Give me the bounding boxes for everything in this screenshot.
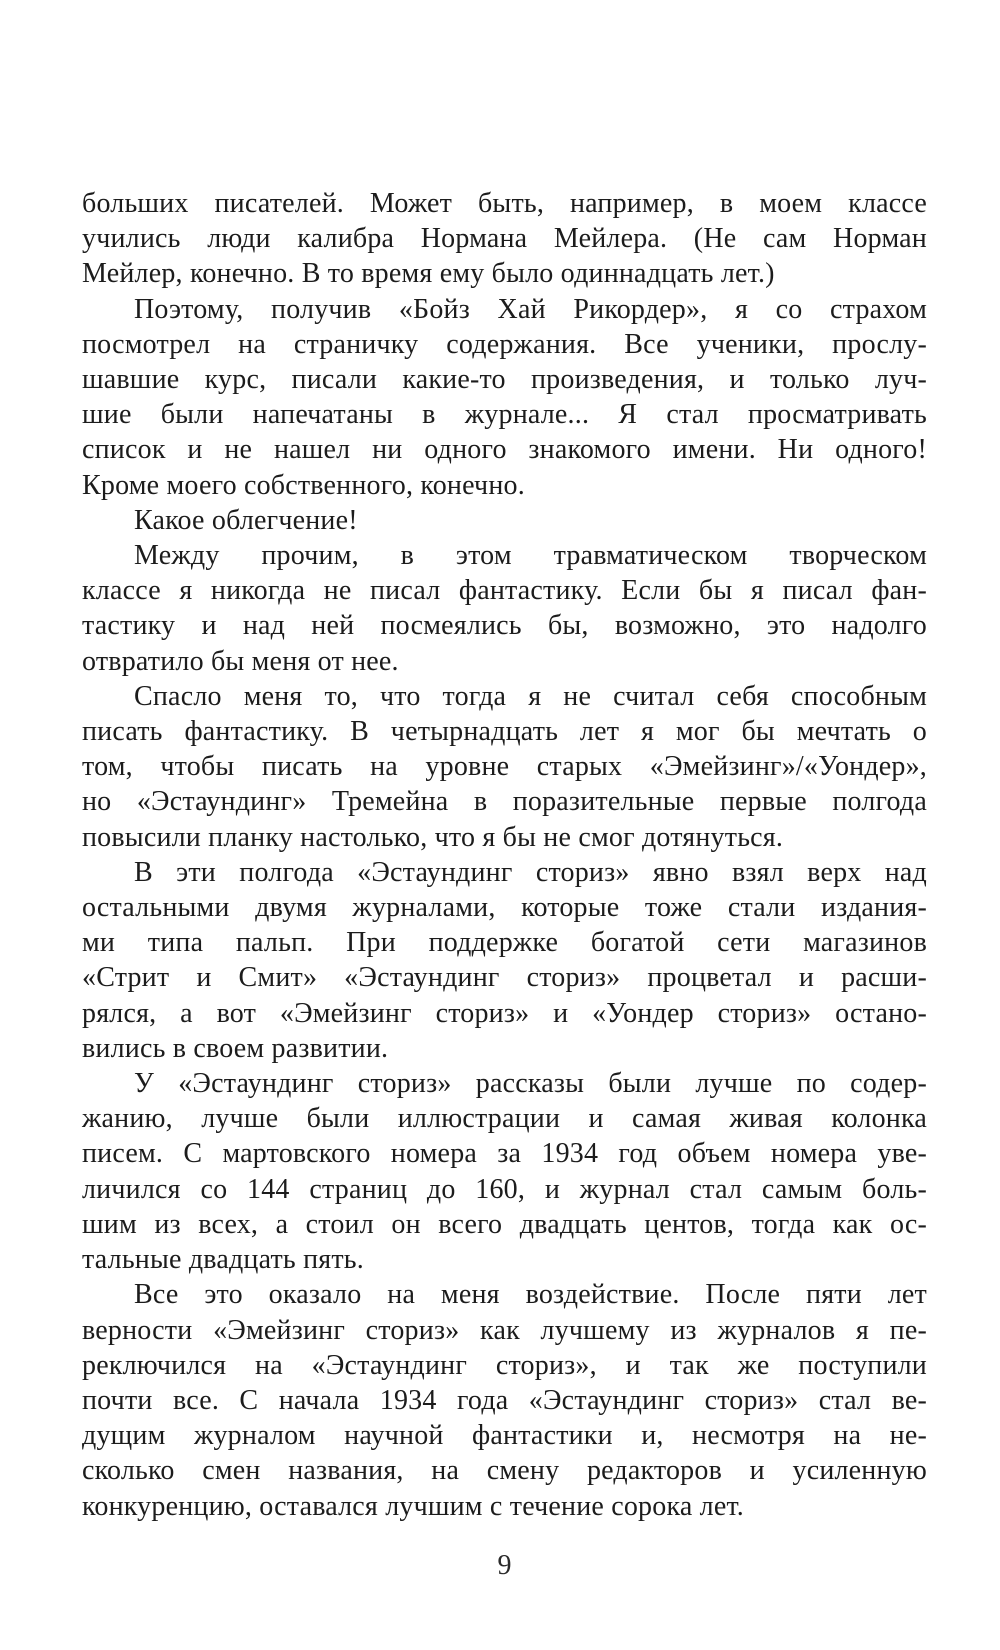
text-line: писать фантастику. В четырнадцать лет я мог бы мечтать о bbox=[82, 716, 927, 748]
text-line: Поэтому, получив «Бойз Хай Рикордер», я со страхом bbox=[134, 293, 927, 325]
text-line: остальными двумя журналами, которые тоже стали издания- bbox=[82, 892, 927, 924]
text-line: Кроме моего собственного, конечно. bbox=[82, 469, 525, 501]
text-line: В эти полгода «Эстаундинг сториз» явно взял верх над bbox=[134, 856, 927, 888]
text-line: «Стрит и Смит» «Эстаундинг сториз» процветал и расши- bbox=[82, 962, 927, 994]
text-line: тальные двадцать пять. bbox=[82, 1244, 364, 1276]
text-line: личился со 144 страниц до 160, и журнал стал самым боль- bbox=[82, 1173, 927, 1205]
text-line: писем. С мартовского номера за 1934 год объем номера уве- bbox=[82, 1138, 927, 1170]
text-line: рялся, а вот «Эмейзинг сториз» и «Уондер сториз» остано- bbox=[82, 997, 927, 1029]
paragraph bbox=[82, 503, 927, 538]
text-line: конкуренцию, оставался лучшим с течение сорока лет. bbox=[82, 1490, 744, 1522]
text-line: классе я никогда не писал фантастику. Если бы я писал фан- bbox=[82, 575, 927, 607]
text-line: Все это оказало на меня воздействие. После пяти лет bbox=[134, 1279, 927, 1311]
text-line: Спасло меня то, что тогда я не считал себя способным bbox=[134, 680, 927, 712]
text-line: верности «Эмейзинг сториз» как лучшему из журналов я пе- bbox=[82, 1314, 927, 1346]
text-line: том, чтобы писать на уровне старых «Эмейзинг»/«Уондер», bbox=[82, 751, 927, 783]
text-line: вились в своем развитии. bbox=[82, 1032, 389, 1064]
paragraph bbox=[82, 1277, 927, 1523]
text-line: повысили планку настолько, что я бы не смог дотянуться. bbox=[82, 821, 784, 853]
text-line: шие были напечатаны в журнале... Я стал просматривать bbox=[82, 399, 927, 431]
text-line: У «Эстаундинг сториз» рассказы были лучше по содер- bbox=[134, 1068, 927, 1100]
paragraph bbox=[82, 855, 927, 1066]
body-text bbox=[82, 186, 927, 1524]
paragraph bbox=[82, 292, 927, 503]
text-line: Какое облегчение! bbox=[134, 504, 358, 536]
text-line: дущим журналом научной фантастики и, несмотря на не- bbox=[82, 1420, 927, 1452]
text-line: шим из всех, а стоил он всего двадцать центов, тогда как ос- bbox=[82, 1208, 927, 1240]
text-line: почти все. С начала 1934 года «Эстаундинг сториз» стал ве- bbox=[82, 1384, 927, 1416]
text-line: Мейлер, конечно. В то время ему было одиннадцать лет.) bbox=[82, 258, 775, 290]
text-line: посмотрел на страничку содержания. Все ученики, прослу- bbox=[82, 328, 927, 360]
text-line: отвратило бы меня от нее. bbox=[82, 645, 399, 677]
text-line: но «Эстаундинг» Тремейна в поразительные первые полгода bbox=[82, 786, 927, 818]
text-line: Между прочим, в этом травматическом творческом bbox=[134, 540, 927, 572]
text-line: список и не нашел ни одного знакомого имени. Ни одного! bbox=[82, 434, 927, 466]
page-number: 9 bbox=[497, 1550, 512, 1581]
text-line: сколько смен названия, на смену редакторов и усиленную bbox=[82, 1455, 927, 1487]
paragraph bbox=[82, 186, 927, 292]
text-line: шавшие курс, писали какие-то произведения, и только луч- bbox=[82, 364, 927, 396]
paragraph bbox=[82, 1066, 927, 1277]
text-line: ми типа пальп. При поддержке богатой сети магазинов bbox=[82, 927, 927, 959]
text-line: учились люди калибра Нормана Мейлера. (Не сам Норман bbox=[82, 223, 927, 255]
paragraph bbox=[82, 679, 927, 855]
text-line: тастику и над ней посмеялись бы, возможно, это надолго bbox=[82, 610, 927, 642]
paragraph bbox=[82, 538, 927, 679]
text-line: реключился на «Эстаундинг сториз», и так же поступили bbox=[82, 1349, 927, 1381]
text-line: жанию, лучше были иллюстрации и самая живая колонка bbox=[82, 1103, 927, 1135]
text-line: больших писателей. Может быть, например, в моем классе bbox=[82, 188, 927, 219]
